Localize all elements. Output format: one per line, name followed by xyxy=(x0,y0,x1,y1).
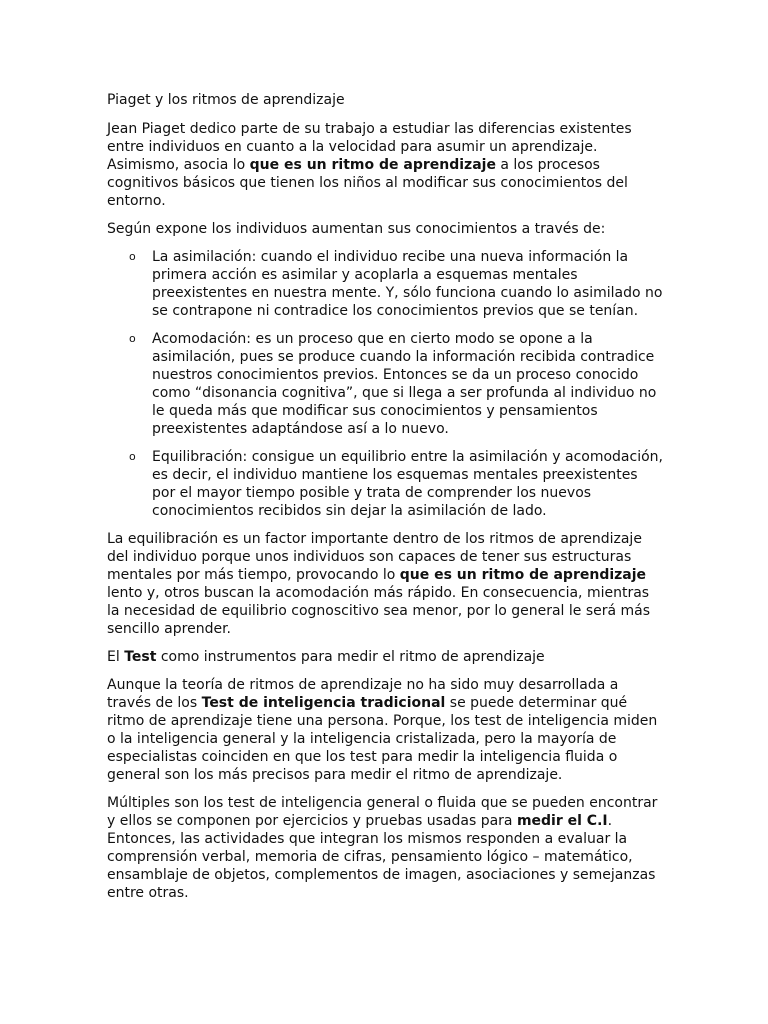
paragraph-test-text-2: se puede determinar qué ritmo de aprendizaje tiene una persona. Porque, los test de inteligencia miden o la inteligencia general y la inteligencia cristalizada, pero la mayoría de especialistas coinciden en que los test para medir la inteligencia fluida o general son los más precisos para medir el ritmo de aprendizaje. xyxy=(107,695,658,783)
section-heading-bold: Test xyxy=(124,649,157,665)
bullet-marker-icon: o xyxy=(129,450,136,463)
paragraph-test-text-1: Aunque la teoría de ritmos de aprendizaje no ha sido muy desarrollada a través de los xyxy=(107,677,619,711)
section-heading-text-1: El xyxy=(107,649,125,665)
bullet-item-asimilacion xyxy=(107,248,663,320)
paragraph-intro-text-1: Jean Piaget dedico parte de su trabajo a estudiar las diferencias existentes entre individuos en cuanto a la velocidad para asumir un aprendizaje. Asimismo, asocia lo xyxy=(107,121,632,173)
paragraph-intro-bold: que es un ritmo de aprendizaje xyxy=(249,157,496,173)
paragraph-multiples-text-2: . Entonces, las actividades que integran los mismos responden a evaluar la comprensión verbal, memoria de cifras, pensamiento lógico – matemático, ensamblaje de objetos, complementos de imagen, asociaciones y semejanzas entre otras. xyxy=(107,813,656,901)
paragraph-multiples-text-1: Múltiples son los test de inteligencia general o fluida que se pueden encontrar y ellos se componen por ejercicios y pruebas usadas para xyxy=(107,795,658,829)
bullet-list xyxy=(107,248,663,520)
paragraph-lead-in: Según expone los individuos aumentan sus conocimientos a través de: xyxy=(107,221,606,237)
bullet-marker-icon: o xyxy=(129,332,136,345)
paragraph-equilibracion-bold: que es un ritmo de aprendizaje xyxy=(399,567,647,583)
document-page xyxy=(107,91,663,912)
bullet-item-equilibracion xyxy=(107,448,663,520)
bullet-text: Equilibración: consigue un equilibrio entre la asimilación y acomodación, es decir, el individuo mantiene los esquemas mentales preexistentes por el mayor tiempo posible y trata de comprender los nuevos conocimientos recibidos sin dejar la asimilación de lado. xyxy=(152,449,663,519)
section-heading-test xyxy=(107,648,663,666)
paragraph-intro-text-2: a los procesos cognitivos básicos que tienen los niños al modificar sus conocimientos del entorno. xyxy=(107,157,628,209)
bullet-text: Acomodación: es un proceso que en cierto modo se opone a la asimilación, pues se produce cuando la información recibida contradice nuestros conocimientos previos. Entonces se da un proceso conocido como “disonancia cognitiva”, que si llega a ser profunda al individuo no le queda más que modificar sus conocimientos y pensamientos preexistentes adaptándose así a lo nuevo. xyxy=(152,331,657,437)
paragraph-multiples xyxy=(107,794,663,902)
bullet-text: La asimilación: cuando el individuo recibe una nueva información la primera acción es asimilar y acoplarla a esquemas mentales preexistentes en nuestra mente. Y, sólo funciona cuando lo asimilado no se contrapone ni contradice los conocimientos previos que se tenían. xyxy=(152,249,663,319)
paragraph-equilibracion xyxy=(107,530,663,638)
paragraph-equilibracion-text-1: La equilibración es un factor importante dentro de los ritmos de aprendizaje del individuo porque unos individuos son capaces de tener sus estructuras mentales por más tiempo, provocando lo xyxy=(107,531,642,583)
paragraph-equilibracion-text-2: lento y, otros buscan la acomodación más rápido. En consecuencia, mientras la necesidad de equilibrio cognoscitivo sea menor, por lo general le será más sencillo aprender. xyxy=(107,585,651,637)
bullet-item-acomodacion xyxy=(107,330,663,438)
document-title: Piaget y los ritmos de aprendizaje xyxy=(107,92,345,108)
paragraph-intro xyxy=(107,120,663,210)
bullet-marker-icon: o xyxy=(129,250,136,263)
paragraph-multiples-bold: medir el C.I xyxy=(516,813,608,829)
paragraph-test-bold: Test de inteligencia tradicional xyxy=(201,695,446,711)
section-heading-text-2: como instrumentos para medir el ritmo de aprendizaje xyxy=(156,649,545,665)
paragraph-test-inteligencia xyxy=(107,676,663,784)
